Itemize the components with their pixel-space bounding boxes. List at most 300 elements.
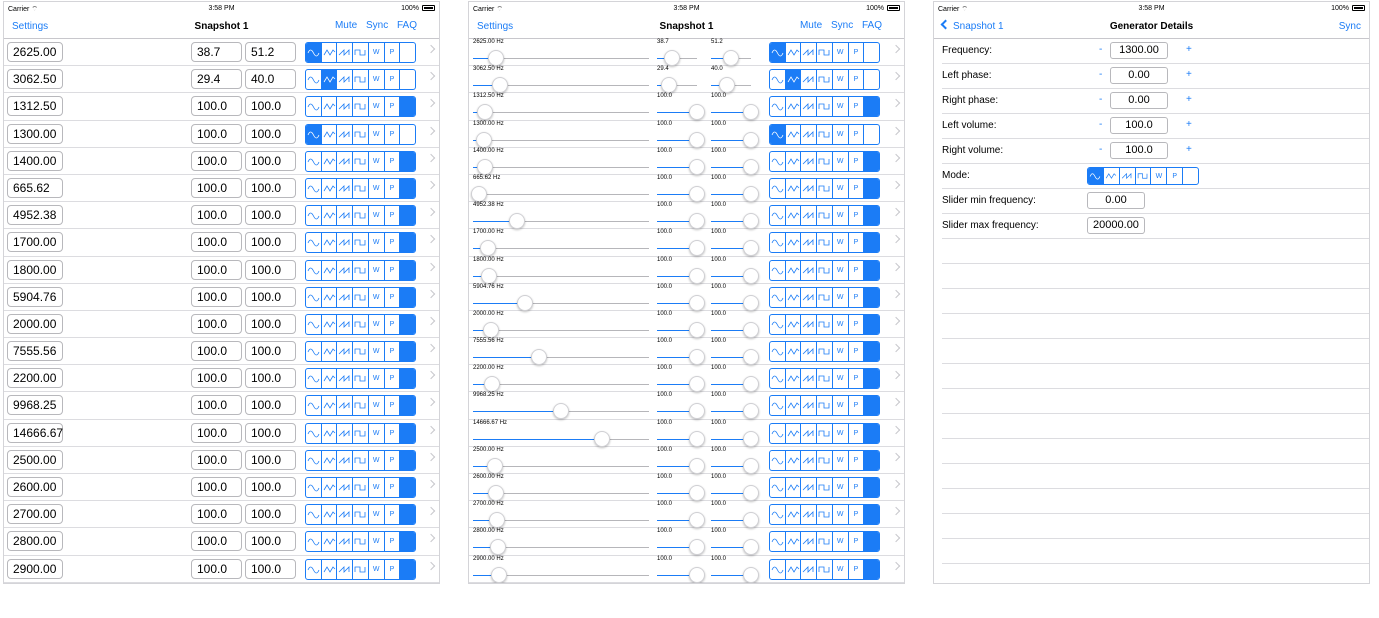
generator-slider-row[interactable] (469, 121, 904, 148)
slider-thumb[interactable] (743, 213, 759, 229)
left-volume-slider[interactable] (657, 520, 697, 521)
mode-segment[interactable] (786, 478, 802, 497)
generator-slider-row[interactable] (469, 392, 904, 419)
mode-segmented-control[interactable] (305, 395, 416, 416)
mode-segment[interactable] (322, 315, 338, 334)
slider-thumb[interactable] (476, 132, 492, 148)
mode-segment[interactable] (1088, 168, 1104, 184)
mode-segment[interactable] (801, 478, 817, 497)
mode-segment[interactable] (353, 342, 369, 361)
mode-segment[interactable] (306, 424, 322, 443)
mode-segment[interactable]: P (385, 70, 401, 89)
mode-segment[interactable] (353, 125, 369, 144)
mode-segment[interactable] (864, 125, 879, 144)
mode-segment[interactable]: P (385, 424, 401, 443)
chevron-right-icon[interactable] (892, 154, 900, 162)
mode-segment[interactable] (337, 288, 353, 307)
left-volume-field[interactable]: 100.0 (191, 531, 242, 551)
mode-segment[interactable] (322, 505, 338, 524)
chevron-right-icon[interactable] (427, 317, 435, 325)
left-volume-slider[interactable] (657, 167, 697, 168)
mode-segment[interactable]: W (369, 70, 385, 89)
mode-segment[interactable] (770, 125, 786, 144)
generator-row[interactable] (4, 528, 439, 555)
mode-segment[interactable] (353, 70, 369, 89)
chevron-right-icon[interactable] (892, 561, 900, 569)
mode-segment[interactable] (306, 315, 322, 334)
slider-thumb[interactable] (719, 77, 735, 93)
mode-segment[interactable] (353, 478, 369, 497)
mode-segment[interactable] (801, 369, 817, 388)
left-volume-field[interactable]: 100.0 (191, 559, 242, 579)
slider-thumb[interactable] (689, 240, 705, 256)
chevron-right-icon[interactable] (427, 398, 435, 406)
right-volume-slider[interactable] (711, 167, 751, 168)
frequency-field[interactable]: 1800.00 (7, 260, 63, 280)
mode-segment[interactable] (801, 424, 817, 443)
mode-segment[interactable] (337, 125, 353, 144)
mode-segment[interactable] (400, 424, 415, 443)
mode-segmented-control[interactable] (305, 423, 416, 444)
slider-thumb[interactable] (664, 50, 680, 66)
right-volume-decrement-button[interactable]: - (1099, 144, 1103, 155)
left-volume-slider[interactable] (657, 547, 697, 548)
mode-segment[interactable] (353, 288, 369, 307)
generator-slider-row[interactable] (469, 420, 904, 447)
right-volume-field[interactable]: 100.0 (245, 423, 296, 443)
sync-button[interactable]: Sync (830, 20, 854, 31)
mode-segment[interactable] (400, 560, 415, 579)
right-volume-slider[interactable] (711, 520, 751, 521)
mode-segmented-control[interactable] (769, 260, 880, 281)
mode-segment[interactable] (786, 424, 802, 443)
left-volume-slider[interactable] (657, 493, 697, 494)
generator-slider-row[interactable] (469, 501, 904, 528)
mode-segment[interactable] (353, 152, 369, 171)
mode-segment[interactable] (864, 43, 879, 62)
mode-segment[interactable]: W (833, 424, 849, 443)
slider-thumb[interactable] (743, 295, 759, 311)
generator-slider-row[interactable] (469, 447, 904, 474)
slider-thumb[interactable] (689, 104, 705, 120)
mode-segment[interactable] (353, 560, 369, 579)
mode-segment[interactable] (353, 396, 369, 415)
mode-segment[interactable]: P (849, 369, 865, 388)
mode-segment[interactable] (400, 478, 415, 497)
mode-segment[interactable]: W (369, 261, 385, 280)
mode-segment[interactable]: P (385, 532, 401, 551)
mode-segment[interactable] (337, 179, 353, 198)
mode-segment[interactable] (353, 261, 369, 280)
generator-row[interactable] (4, 121, 439, 148)
left-volume-field[interactable]: 29.4 (191, 69, 242, 89)
mode-segment[interactable] (864, 288, 879, 307)
chevron-right-icon[interactable] (892, 398, 900, 406)
mode-segmented-control[interactable] (769, 232, 880, 253)
frequency-field[interactable]: 2600.00 (7, 477, 63, 497)
mode-segment[interactable] (337, 315, 353, 334)
slider-thumb[interactable] (689, 322, 705, 338)
mode-segment[interactable]: W (833, 451, 849, 470)
mode-segmented-control[interactable] (769, 423, 880, 444)
chevron-right-icon[interactable] (892, 45, 900, 53)
left-volume-slider[interactable] (657, 411, 697, 412)
generator-row[interactable] (4, 202, 439, 229)
generator-row[interactable] (4, 175, 439, 202)
left-volume-slider[interactable] (657, 248, 697, 249)
frequency-field[interactable]: 1300.00 (7, 124, 63, 144)
mode-segmented-control[interactable] (769, 178, 880, 199)
chevron-right-icon[interactable] (427, 480, 435, 488)
slider-thumb[interactable] (689, 539, 705, 555)
mode-segment[interactable]: W (833, 532, 849, 551)
mode-segment[interactable] (786, 342, 802, 361)
right-phase-field[interactable]: 0.00 (1110, 92, 1168, 109)
chevron-right-icon[interactable] (427, 262, 435, 270)
right-volume-field[interactable]: 100.0 (245, 287, 296, 307)
left-volume-field[interactable]: 100.0 (191, 368, 242, 388)
mode-segment[interactable]: W (833, 43, 849, 62)
slider-thumb[interactable] (743, 458, 759, 474)
mode-segment[interactable] (801, 342, 817, 361)
mode-segment[interactable] (786, 369, 802, 388)
mode-segment[interactable]: P (849, 43, 865, 62)
mode-segment[interactable] (864, 342, 879, 361)
mode-segment[interactable] (786, 179, 802, 198)
right-volume-slider[interactable] (711, 248, 751, 249)
right-volume-field[interactable]: 40.0 (245, 69, 296, 89)
mode-segment[interactable] (337, 424, 353, 443)
mode-segment[interactable] (786, 261, 802, 280)
mode-segment[interactable] (801, 315, 817, 334)
left-volume-field[interactable]: 100.0 (191, 205, 242, 225)
generator-row[interactable] (4, 338, 439, 365)
left-volume-slider[interactable] (657, 85, 697, 86)
frequency-slider[interactable] (473, 439, 649, 440)
right-volume-field[interactable]: 51.2 (245, 42, 296, 62)
mode-segmented-control[interactable] (769, 368, 880, 389)
mode-segment[interactable] (322, 125, 338, 144)
generator-row[interactable] (4, 420, 439, 447)
slider-thumb[interactable] (480, 240, 496, 256)
chevron-right-icon[interactable] (427, 235, 435, 243)
mode-segment[interactable]: P (849, 451, 865, 470)
slider-thumb[interactable] (689, 567, 705, 583)
mode-segment[interactable] (864, 478, 879, 497)
mode-segment[interactable] (770, 505, 786, 524)
generator-row[interactable] (4, 556, 439, 583)
slider-thumb[interactable] (471, 186, 487, 202)
mode-segment[interactable] (786, 70, 802, 89)
generator-row[interactable] (4, 392, 439, 419)
mode-segment[interactable] (786, 288, 802, 307)
frequency-field[interactable]: 2800.00 (7, 531, 63, 551)
mode-segment[interactable] (770, 179, 786, 198)
mode-segment[interactable] (306, 396, 322, 415)
mode-segment[interactable]: P (385, 505, 401, 524)
generator-slider-row[interactable] (469, 284, 904, 311)
sync-button[interactable]: Sync (1338, 21, 1361, 32)
frequency-slider[interactable] (473, 303, 649, 304)
slider-thumb[interactable] (483, 322, 499, 338)
chevron-right-icon[interactable] (892, 317, 900, 325)
mode-segment[interactable] (864, 233, 879, 252)
generator-slider-row[interactable] (469, 39, 904, 66)
mode-segment[interactable]: W (833, 288, 849, 307)
frequency-field[interactable]: 1700.00 (7, 232, 63, 252)
mode-segment[interactable] (337, 342, 353, 361)
mute-button[interactable]: Mute (799, 20, 823, 31)
frequency-slider[interactable] (473, 167, 649, 168)
mode-segment[interactable] (400, 315, 415, 334)
generator-row[interactable] (4, 447, 439, 474)
mode-segment[interactable] (322, 261, 338, 280)
slider-thumb[interactable] (743, 240, 759, 256)
slider-thumb[interactable] (689, 349, 705, 365)
mode-segment[interactable] (801, 532, 817, 551)
mode-segment[interactable] (306, 478, 322, 497)
chevron-right-icon[interactable] (427, 534, 435, 542)
frequency-field[interactable]: 4952.38 (7, 205, 63, 225)
mode-segment[interactable] (337, 43, 353, 62)
mode-segment[interactable] (770, 43, 786, 62)
generator-slider-row[interactable] (469, 175, 904, 202)
left-volume-slider[interactable] (657, 194, 697, 195)
mode-segment[interactable] (801, 396, 817, 415)
left-phase-decrement-button[interactable]: - (1099, 69, 1103, 80)
mode-segment[interactable]: P (385, 125, 401, 144)
mode-segment[interactable] (770, 152, 786, 171)
mode-segmented-control[interactable] (305, 314, 416, 335)
mode-segment[interactable] (306, 532, 322, 551)
mode-segment[interactable]: W (369, 560, 385, 579)
slider-thumb[interactable] (689, 458, 705, 474)
generator-slider-row[interactable] (469, 202, 904, 229)
generator-row[interactable] (4, 284, 439, 311)
frequency-slider[interactable] (473, 357, 649, 358)
slider-thumb[interactable] (743, 376, 759, 392)
mode-segment[interactable] (817, 560, 833, 579)
right-volume-field[interactable]: 100.0 (245, 504, 296, 524)
mode-segment[interactable]: P (385, 261, 401, 280)
frequency-field[interactable]: 665.62 (7, 178, 63, 198)
slider-thumb[interactable] (743, 349, 759, 365)
mode-segment[interactable]: P (849, 233, 865, 252)
frequency-field[interactable]: 2700.00 (7, 504, 63, 524)
mode-segment[interactable]: W (369, 233, 385, 252)
mode-segment[interactable] (801, 233, 817, 252)
mode-segment[interactable] (864, 97, 879, 116)
left-volume-slider[interactable] (657, 439, 697, 440)
right-volume-slider[interactable] (711, 221, 751, 222)
mode-segment[interactable] (786, 152, 802, 171)
mode-segment[interactable] (770, 478, 786, 497)
right-phase-decrement-button[interactable]: - (1099, 94, 1103, 105)
chevron-right-icon[interactable] (427, 45, 435, 53)
mode-segment[interactable]: P (385, 206, 401, 225)
frequency-slider[interactable] (473, 140, 649, 141)
mode-segment[interactable] (770, 97, 786, 116)
slider-min-field[interactable]: 0.00 (1087, 192, 1145, 209)
slider-thumb[interactable] (488, 485, 504, 501)
mode-segment[interactable]: P (385, 478, 401, 497)
mode-segment[interactable] (786, 206, 802, 225)
mode-segmented-control[interactable] (305, 205, 416, 226)
generator-slider-row[interactable] (469, 474, 904, 501)
mode-segment[interactable]: W (369, 369, 385, 388)
mode-segment[interactable] (306, 152, 322, 171)
mode-segment[interactable] (322, 152, 338, 171)
right-volume-slider[interactable] (711, 575, 751, 576)
mode-segment[interactable] (400, 342, 415, 361)
mode-segment[interactable] (322, 424, 338, 443)
frequency-slider[interactable] (473, 547, 649, 548)
slider-thumb[interactable] (743, 132, 759, 148)
mode-segment[interactable] (322, 43, 338, 62)
mode-segment[interactable] (864, 70, 879, 89)
slider-thumb[interactable] (481, 268, 497, 284)
mode-segment[interactable] (864, 315, 879, 334)
mode-segment[interactable] (322, 396, 338, 415)
right-volume-field[interactable]: 100.0 (245, 151, 296, 171)
left-volume-field[interactable]: 100.0 (191, 395, 242, 415)
mode-segment[interactable]: P (385, 396, 401, 415)
mode-segment[interactable]: P (385, 97, 401, 116)
chevron-right-icon[interactable] (892, 72, 900, 80)
mode-segment[interactable] (817, 233, 833, 252)
mode-segment[interactable] (864, 179, 879, 198)
mode-segment[interactable] (801, 125, 817, 144)
mode-segment[interactable] (353, 424, 369, 443)
mode-segment[interactable] (400, 70, 415, 89)
frequency-field[interactable]: 1300.00 (1110, 42, 1168, 59)
mode-segment[interactable] (864, 152, 879, 171)
right-volume-slider[interactable] (711, 85, 751, 86)
left-volume-slider[interactable] (657, 112, 697, 113)
mode-segment[interactable] (322, 288, 338, 307)
mode-segment[interactable] (817, 152, 833, 171)
mode-segment[interactable] (817, 288, 833, 307)
slider-thumb[interactable] (489, 512, 505, 528)
generator-slider-row[interactable] (469, 528, 904, 555)
mode-segment[interactable] (400, 288, 415, 307)
mode-segment[interactable] (353, 369, 369, 388)
left-volume-field[interactable]: 100.0 (191, 287, 242, 307)
slider-thumb[interactable] (490, 539, 506, 555)
left-volume-field[interactable]: 100.0 (191, 151, 242, 171)
left-volume-field[interactable]: 100.0 (191, 314, 242, 334)
left-volume-slider[interactable] (657, 575, 697, 576)
mode-segment[interactable] (817, 396, 833, 415)
right-volume-field[interactable]: 100.0 (245, 314, 296, 334)
mode-segment[interactable]: W (833, 369, 849, 388)
mode-segment[interactable]: P (849, 505, 865, 524)
mode-segment[interactable]: P (385, 43, 401, 62)
chevron-right-icon[interactable] (427, 208, 435, 216)
frequency-slider[interactable] (473, 221, 649, 222)
mode-segment[interactable] (864, 369, 879, 388)
mode-segment[interactable] (770, 233, 786, 252)
right-volume-field[interactable]: 100.0 (245, 450, 296, 470)
mode-segment[interactable] (306, 342, 322, 361)
mode-segment[interactable] (337, 261, 353, 280)
chevron-right-icon[interactable] (427, 507, 435, 515)
chevron-right-icon[interactable] (892, 344, 900, 352)
mode-segment[interactable]: P (849, 288, 865, 307)
faq-button[interactable]: FAQ (861, 20, 882, 31)
mode-segment[interactable] (817, 478, 833, 497)
chevron-right-icon[interactable] (892, 99, 900, 107)
mode-segment[interactable] (353, 451, 369, 470)
mode-segmented-control[interactable] (305, 504, 416, 525)
mode-segment[interactable]: W (833, 152, 849, 171)
chevron-right-icon[interactable] (427, 289, 435, 297)
left-volume-decrement-button[interactable]: - (1099, 119, 1103, 130)
mode-segment[interactable] (770, 70, 786, 89)
generator-slider-row[interactable] (469, 365, 904, 392)
slider-thumb[interactable] (743, 512, 759, 528)
mode-segment[interactable] (770, 206, 786, 225)
slider-thumb[interactable] (743, 567, 759, 583)
mode-segmented-control[interactable] (769, 341, 880, 362)
mode-segment[interactable]: W (833, 125, 849, 144)
mode-segment[interactable]: W (369, 206, 385, 225)
mode-segment[interactable] (801, 206, 817, 225)
mode-segment[interactable] (801, 505, 817, 524)
mode-segment[interactable]: P (385, 369, 401, 388)
right-volume-slider[interactable] (711, 140, 751, 141)
mode-segment[interactable]: P (849, 315, 865, 334)
mode-segment[interactable] (801, 97, 817, 116)
frequency-field[interactable]: 2625.00 (7, 42, 63, 62)
mode-segment[interactable] (864, 261, 879, 280)
mode-segment[interactable]: P (849, 424, 865, 443)
generator-row[interactable] (4, 39, 439, 66)
chevron-right-icon[interactable] (892, 425, 900, 433)
right-volume-field[interactable]: 100.0 (245, 368, 296, 388)
mode-segment[interactable]: W (833, 261, 849, 280)
generator-row[interactable] (4, 474, 439, 501)
frequency-slider[interactable] (473, 194, 649, 195)
slider-thumb[interactable] (689, 213, 705, 229)
mode-segment[interactable] (817, 70, 833, 89)
left-volume-slider[interactable] (657, 466, 697, 467)
mode-segment[interactable] (864, 532, 879, 551)
slider-thumb[interactable] (743, 485, 759, 501)
mode-segment[interactable] (306, 451, 322, 470)
chevron-right-icon[interactable] (892, 289, 900, 297)
mode-segment[interactable] (786, 125, 802, 144)
mode-segment[interactable] (306, 505, 322, 524)
slider-thumb[interactable] (743, 322, 759, 338)
mode-segment[interactable] (353, 179, 369, 198)
left-volume-field[interactable]: 100.0 (191, 124, 242, 144)
left-volume-field[interactable]: 100.0 (191, 178, 242, 198)
chevron-right-icon[interactable] (892, 453, 900, 461)
mode-segment[interactable]: P (849, 97, 865, 116)
slider-thumb[interactable] (531, 349, 547, 365)
slider-thumb[interactable] (689, 132, 705, 148)
slider-thumb[interactable] (689, 485, 705, 501)
frequency-slider[interactable] (473, 58, 649, 59)
chevron-right-icon[interactable] (427, 453, 435, 461)
left-volume-slider[interactable] (657, 330, 697, 331)
right-volume-field[interactable]: 100.0 (245, 232, 296, 252)
chevron-right-icon[interactable] (892, 208, 900, 216)
slider-thumb[interactable] (743, 403, 759, 419)
mode-segment[interactable] (770, 261, 786, 280)
mode-segment[interactable]: P (385, 179, 401, 198)
